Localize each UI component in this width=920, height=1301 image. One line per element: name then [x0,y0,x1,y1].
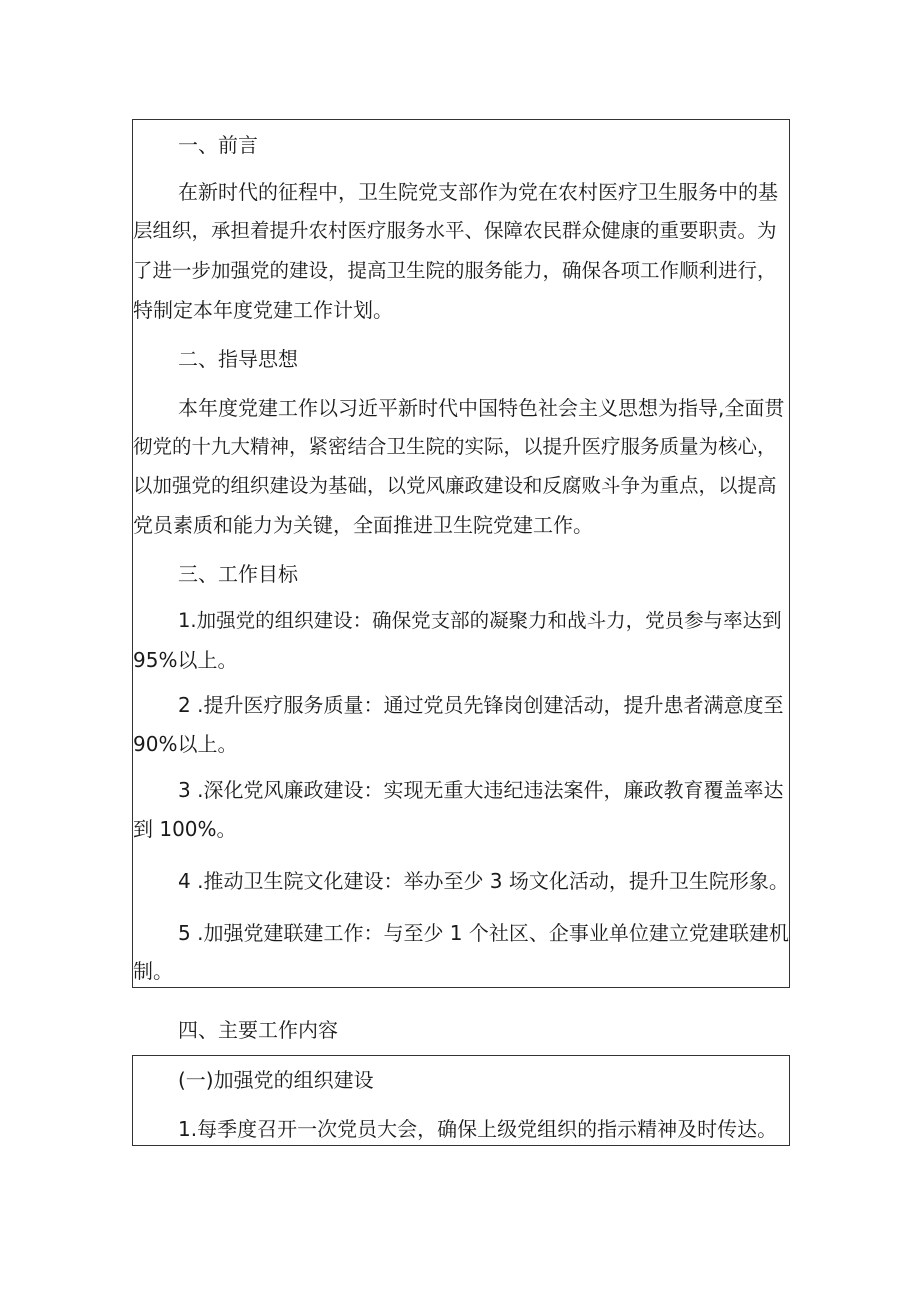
paragraph-line: 层组织，承担着提升农村医疗服务水平、保障农民群众健康的重要职责。为 [133,219,777,242]
goal-item-line: 3 .深化党风廉政建设：实现无重大违纪违法案件，廉政教育覆盖率达 [178,778,784,802]
section-heading-preface: 一、前言 [178,133,258,157]
paragraph-line: 本年度党建工作以习近平新时代中国特色社会主义思想为指导,全面贯 [178,396,785,420]
goal-item-line: 4 .推动卫生院文化建设：举办至少 3 场文化活动，提升卫生院形象。 [178,869,789,893]
goal-item-line: 95%以上。 [133,648,238,672]
paragraph-line: 了进一步加强党的建设，提高卫生院的服务能力，确保各项工作顺利进行， [133,259,777,282]
goal-item-line: 2 .提升医疗服务质量：通过党员先锋岗创建活动，提升患者满意度至 [178,693,784,717]
work-item-line: 1.每季度召开一次党员大会，确保上级党组织的指示精神及时传达。 [178,1117,778,1141]
goal-item-line: 90%以上。 [133,732,238,756]
section-heading-work-goals: 三、工作目标 [178,562,298,586]
goal-item-line: 制。 [133,959,173,983]
goal-item-line: 1.加强党的组织建设：确保党支部的凝聚力和战斗力，党员参与率达到 [178,609,782,632]
paragraph-line: 在新时代的征程中，卫生院党支部作为党在农村医疗卫生服务中的基 [178,180,778,204]
paragraph-line: 彻党的十九大精神，紧密结合卫生院的实际，以提升医疗服务质量为核心， [133,435,777,458]
goal-item-line: 5 .加强党建联建工作：与至少 1 个社区、企事业单位建立党建联建机 [178,921,789,945]
section-heading-main-work: 四、主要工作内容 [178,1018,338,1042]
paragraph-line: 特制定本年度党建工作计划。 [133,298,393,322]
paragraph-line: 党员素质和能力为关键，全面推进卫生院党建工作。 [133,513,593,537]
paragraph-line: 以加强党的组织建设为基础，以党风廉政建设和反腐败斗争为重点，以提高 [133,474,777,497]
content-frame-top [132,119,790,988]
section-heading-guiding-ideology: 二、指导思想 [178,347,298,371]
goal-item-line: 到 100%。 [133,817,237,841]
sub-heading-organization: (一)加强党的组织建设 [178,1068,374,1092]
